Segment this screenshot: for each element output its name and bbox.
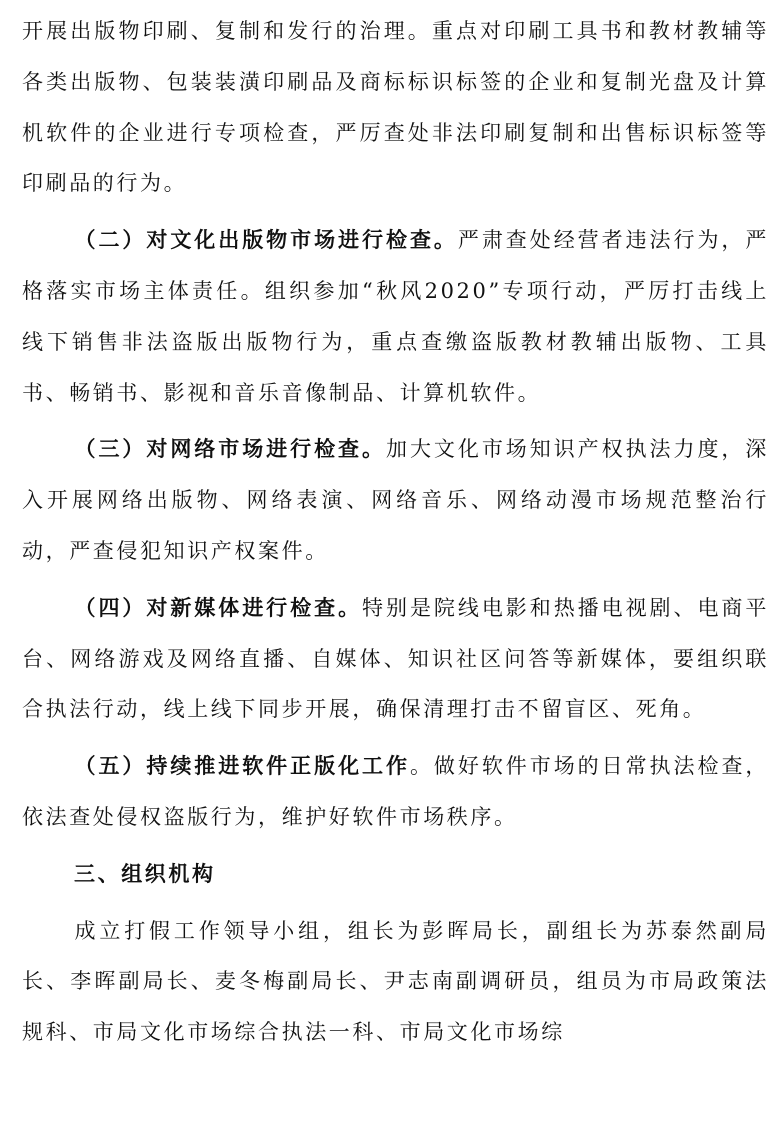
paragraph-lead-heading: （五）持续推进软件正版化工作: [74, 754, 410, 779]
document-page: [22, 0, 769, 1058]
section-heading: 三、组织机构: [74, 861, 216, 886]
paragraph-text: 成立打假工作领导小组，组长为彭晖局长，副组长为苏泰然副局长、李晖副局长、麦冬梅副局长、尹志南副调研员，组员为市局政策法规科、市局文化市场综合执法一科、市局文化市场综: [22, 918, 769, 1045]
paragraph-printing-governance: [22, 6, 769, 209]
paragraph-lead-heading: （四）对新媒体进行检查。: [74, 595, 363, 620]
paragraph-organization: [22, 900, 769, 1058]
paragraph-cultural-publications: [22, 209, 769, 418]
paragraph-new-media: [22, 577, 769, 735]
paragraph-lead-heading: （二）对文化出版物市场进行检查。: [74, 228, 458, 253]
paragraph-text: 开展出版物印刷、复制和发行的治理。重点对印刷工具书和教材教辅等各类出版物、包装装潢印刷品及商标标识标签的企业和复制光盘及计算机软件的企业进行专项检查，严厉查处非法印刷复制和出售标识标签等印刷品的行为。: [22, 19, 769, 196]
paragraph-text: 特别是院线电影和热播电视剧、电商平台、网络游戏及网络直播、自媒体、知识社区问答等新媒体，要组织联合执法行动，线上线下同步开展，确保清理打击不留盲区、死角。: [22, 595, 769, 722]
paragraph-software-legalization: [22, 735, 769, 843]
paragraph-network-market: [22, 418, 769, 576]
paragraph-text: 加大文化市场知识产权执法力度，深入开展网络出版物、网络表演、网络音乐、网络动漫市场规范整治行动，严查侵犯知识产权案件。: [22, 437, 769, 563]
paragraph-text: 严肃查处经营者违法行为，严格落实市场主体责任。组织参加“秋风2020”专项行动，严厉打击线上线下销售非法盗版出版物行为，重点查缴盗版教材教辅出版物、工具书、畅销书、影视和音乐音像制品、计算机软件。: [22, 228, 769, 405]
paragraph-text: 。做好软件市场的日常执法检查，依法查处侵权盗版行为，维护好软件市场秩序。: [22, 754, 769, 829]
paragraph-lead-heading: （三）对网络市场进行检查。: [74, 437, 386, 462]
